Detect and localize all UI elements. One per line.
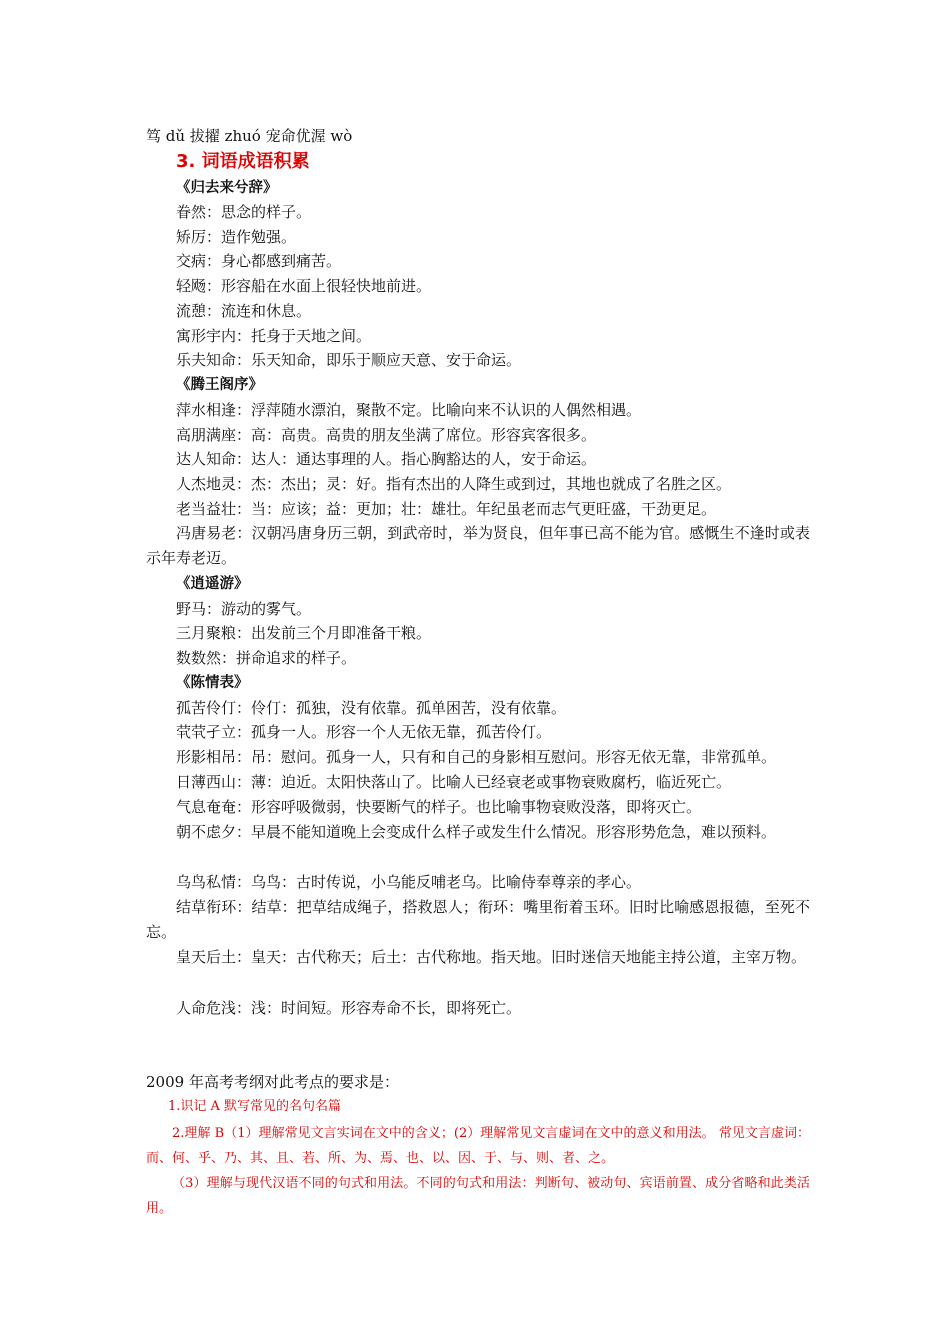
- entry: 流憩：流连和休息。: [176, 302, 312, 320]
- entry: 乐夫知命：乐天知命，即乐于顺应天意、安于命运。: [176, 351, 522, 369]
- entry-wrapped: 皇天后土：皇天：古代称天；后土：古代称地。指天地。旧时迷信天地能主持公道，主宰万物。: [176, 948, 807, 966]
- exam-req-1: 1.识记 A 默写常见的名句名篇: [168, 1099, 342, 1114]
- entry: 交病：身心都感到痛苦。: [176, 252, 342, 270]
- exam-req-2: 2.理解 B（1）理解常见文言实词在文中的含义；(2）理解常见文言虚词在文中的意义和用法。 常见文言虚词：而、何、乎、乃、其、且、若、所、为、焉、也、以、因、于、与、则、者、之。: [146, 1126, 810, 1166]
- entry: 达人知命：达人：通达事理的人。指心胸豁达的人，安于命运。: [176, 450, 597, 468]
- exam-intro: 2009 年高考考纲对此考点的要求是：: [146, 1073, 399, 1091]
- entry: 野马：游动的雾气。: [176, 600, 312, 618]
- exam-req-3: （3）理解与现代汉语不同的句式和用法。不同的句式和用法：判断句、被动句、宾语前置、成分省略和此类活用。: [146, 1176, 810, 1216]
- group-title-xiaoyaoyou: 《逍遥游》: [176, 576, 249, 592]
- entry: 茕茕孑立：孤身一人。形容一个人无依无靠，孤苦伶仃。: [176, 723, 552, 741]
- entry: 矫厉：造作勉强。: [176, 228, 297, 246]
- entry: 寓形宇内：托身于天地之间。: [176, 327, 372, 345]
- pinyin-line: 笃 dǔ 拔擢 zhuó 宠命优渥 wò: [146, 127, 353, 145]
- entry-wrapped: 冯唐易老：汉朝冯唐身历三朝，到武帝时，举为贤良，但年事已高不能为官。感慨生不逢时或表示年寿老迈。: [146, 524, 810, 567]
- entry: 数数然：拼命追求的样子。: [176, 649, 357, 667]
- entry: 人杰地灵：杰：杰出；灵：好。指有杰出的人降生或到过，其地也就成了名胜之区。: [176, 475, 732, 493]
- entry: 形影相吊：吊：慰问。孤身一人，只有和自己的身影相互慰问。形容无依无靠，非常孤单。: [176, 748, 777, 766]
- entry: 眷然：思念的样子。: [176, 203, 312, 221]
- entry-wrapped: 朝不虑夕：早晨不能知道晚上会变成什么样子或发生什么情况。形容形势危急，难以预料。: [176, 823, 777, 841]
- entry: 萍水相逢：浮萍随水漂泊，聚散不定。比喻向来不认识的人偶然相遇。: [176, 401, 642, 419]
- entry: 轻飏：形容船在水面上很轻快地前进。: [176, 277, 432, 295]
- entry: 老当益壮：当：应该；益：更加；壮：雄壮。年纪虽老而志气更旺盛，干劲更足。: [176, 500, 717, 518]
- entry: 乌鸟私情：乌鸟：古时传说，小乌能反哺老乌。比喻侍奉尊亲的孝心。: [176, 873, 642, 891]
- entry: 三月聚粮：出发前三个月即准备干粮。: [176, 624, 432, 642]
- entry: 高朋满座：高：高贵。高贵的朋友坐满了席位。形容宾客很多。: [176, 426, 597, 444]
- entry: 人命危浅：浅：时间短。形容寿命不长，即将死亡。: [176, 999, 522, 1017]
- entry-wrapped: 结草衔环：结草：把草结成绳子，搭救恩人；衔环：嘴里衔着玉环。旧时比喻感恩报德，至死不忘。: [146, 898, 810, 941]
- group-title-chenqingbiao: 《陈情表》: [176, 675, 249, 691]
- group-title-guiqulai: 《归去来兮辞》: [176, 180, 278, 196]
- entry: 孤苦伶仃：伶仃：孤独，没有依靠。孤单困苦，没有依靠。: [176, 699, 567, 717]
- group-title-tengwangge: 《腾王阁序》: [176, 377, 263, 393]
- entry: 日薄西山：薄：迫近。太阳快落山了。比喻人已经衰老或事物衰败腐朽，临近死亡。: [176, 773, 732, 791]
- entry: 气息奄奄：形容呼吸微弱，快要断气的样子。也比喻事物衰败没落，即将灭亡。: [176, 798, 702, 816]
- section-title: 3. 词语成语积累: [176, 151, 310, 172]
